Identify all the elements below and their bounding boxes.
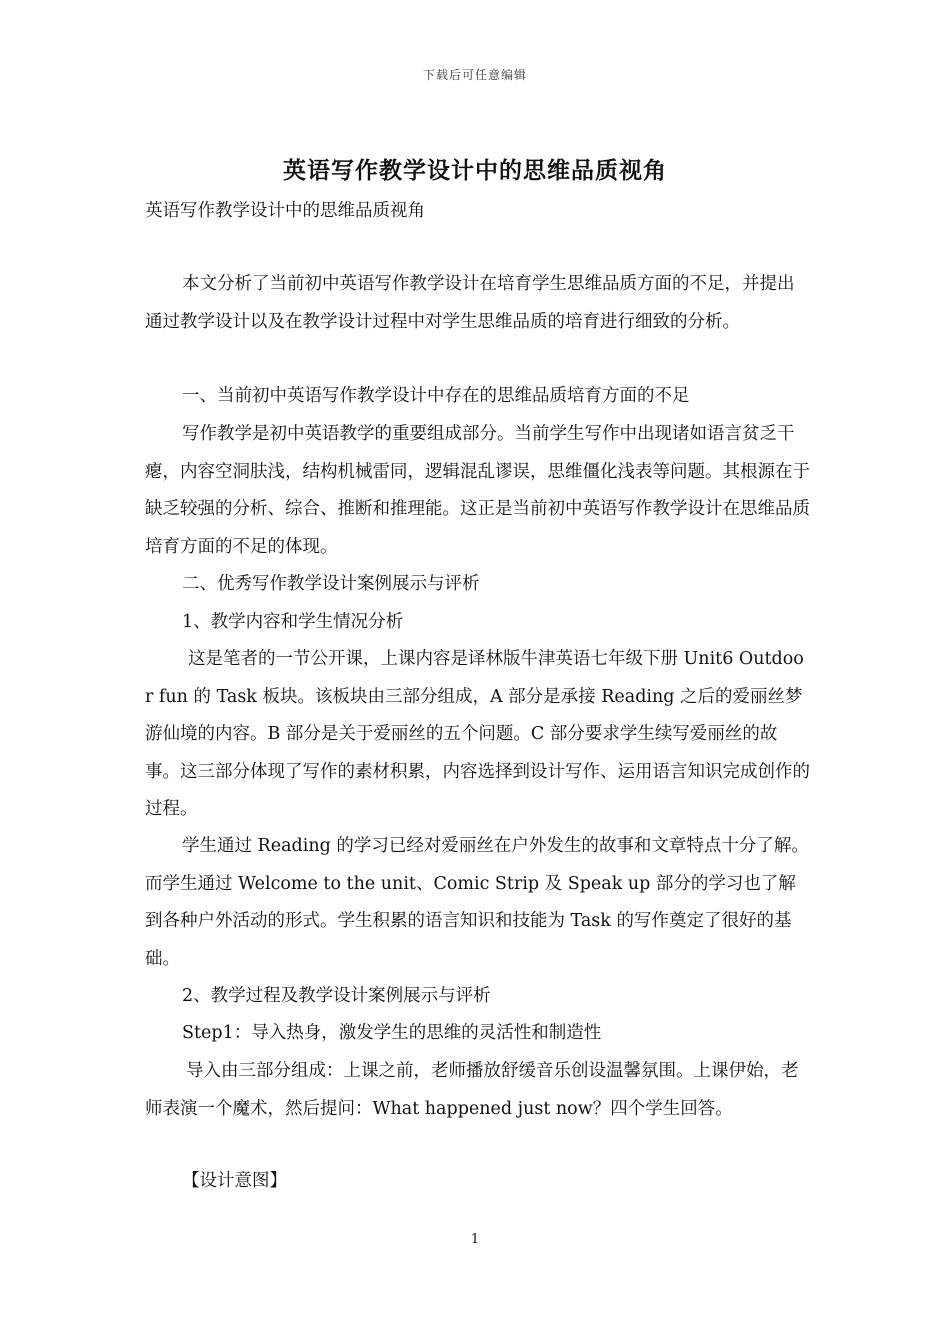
paragraph-abstract: 本文分析了当前初中英语写作教学设计在培育学生思维品质方面的不足，并提出通过教学设计以及在教学设计过程中对学生思维品质的培育进行细致的分析。 (145, 274, 795, 332)
document-title: 英语写作教学设计中的思维品质视角 (283, 157, 667, 184)
document-subtitle: 英语写作教学设计中的思维品质视角 (145, 201, 425, 221)
section-heading-2: 二、优秀写作教学设计案例展示与评析 (182, 574, 480, 594)
paragraph-warmup: 导入由三部分组成：上课之前，老师播放舒缓音乐创设温馨氛围。上课伊始，老师表演一个魔术，然后提问：What happened just now？四个学生回答。 (145, 1061, 799, 1119)
paragraph-lesson-content: 这是笔者的一节公开课，上课内容是译林版牛津英语七年级下册 Unit6 Outdoor fun 的 Task 板块。该板块由三部分组成，A 部分是承接 Reading 之后的爱丽丝梦游仙境的内容。B 部分是关于爱丽丝的五个问题。C 部分要求学生续写爱丽丝的故事。这三部分体现了写作的素材积累，内容选择到设计写作、运用语言知识完成创作的过程。 (145, 649, 810, 819)
step-heading-1: Step1：导入热身，激发学生的思维的灵活性和制造性 (182, 1023, 602, 1043)
page-header-note: 下载后可任意编辑 (422, 68, 527, 82)
page-number: 1 (470, 1232, 480, 1247)
subsection-heading-1: 1、教学内容和学生情况分析 (182, 612, 404, 632)
section-heading-1: 一、当前初中英语写作教学设计中存在的思维品质培育方面的不足 (182, 386, 690, 406)
paragraph-writing-problems: 写作教学是初中英语教学的重要组成部分。当前学生写作中出现诸如语言贫乏干瘪，内容空洞肤浅，结构机械雷同，逻辑混乱谬误，思维僵化浅表等问题。其根源在于缺乏较强的分析、综合、推断和推理能。这正是当前初中英语写作教学设计在思维品质培育方面的不足的体现。 (145, 424, 810, 557)
subsection-heading-2: 2、教学过程及教学设计案例展示与评析 (182, 986, 491, 1006)
design-intent-label: 【设计意图】 (182, 1171, 287, 1191)
paragraph-student-background: 学生通过 Reading 的学习已经对爱丽丝在户外发生的故事和文章特点十分了解。而学生通过 Welcome to the unit、Comic Strip 及 Speak up 部分的学习也了解到各种户外活动的形式。学生积累的语言知识和技能为 Task 的写作奠定了很好的基础。 (145, 836, 809, 969)
